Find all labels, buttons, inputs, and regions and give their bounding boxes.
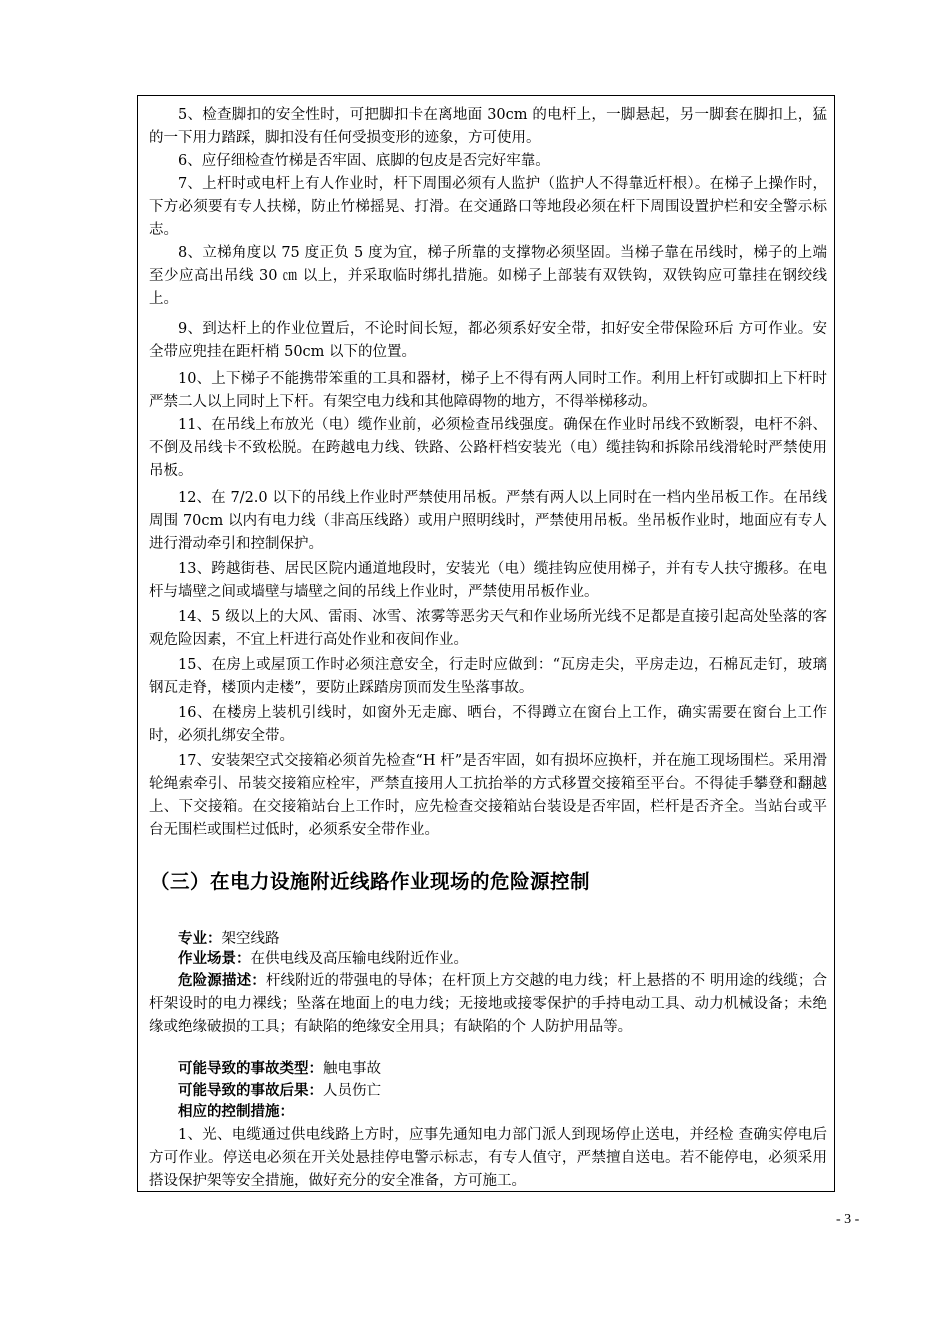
list-item: 7、上杆时或电杆上有人作业时，杆下周围必须有人监护（监护人不得靠近杆根）。在梯子上操作时，下方必须要有专人扶梯，防止竹梯摇晃、打滑。在交通路口等地段必须在杆下周围设置护栏和安全警示标志。 [149, 176, 827, 238]
consequence-line [149, 1080, 827, 1103]
measures-line [149, 1101, 827, 1124]
list-item: 12、在 7/2.0 以下的吊线上作业时严禁使用吊板。严禁有两人以上同时在一档内坐吊板工作。在吊线周围 70cm 以内有电力线（非高压线路）或用户照明线时，严禁使用吊板。坐吊板作业时，地面应有专人进行滑动牵引和控制保护。 [149, 490, 827, 552]
measures-label: 相应的控制措施： [178, 1104, 294, 1120]
list-item: 5、检查脚扣的安全性时，可把脚扣卡在离地面 30cm 的电杆上，一脚悬起，另一脚套在脚扣上，猛的一下用力踏踩，脚扣没有任何受损变形的迹象，方可使用。 [149, 107, 827, 146]
section-heading: （三）在电力设施附近线路作业现场的危险源控制 [150, 870, 591, 893]
consequence-label: 可能导致的事故后果： [178, 1083, 323, 1099]
list-item: 10、上下梯子不能携带笨重的工具和器材，梯子上不得有两人同时工作。利用上杆钉或脚扣上下杆时严禁二人以上同时上下杆。有架空电力线和其他障碍物的地方，不得举梯移动。 [149, 371, 827, 410]
scene-label: 作业场景： [178, 951, 251, 967]
specialty-value: 架空线路 [221, 931, 280, 947]
list-item: 9、到达杆上的作业位置后，不论时间长短，都必须系好安全带，扣好安全带保险环后 方可作业。安全带应兜挂在距杆梢 50cm 以下的位置。 [149, 321, 827, 360]
page-number: - 3 - [836, 1212, 860, 1227]
hazard-value: 杆线附近的带强电的导体；在杆顶上方交越的电力线；杆上悬搭的不 明用途的线缆；合杆架设时的电力裸线；坠落在地面上的电力线；无接地或接零保护的手持电动工具、动力机械设备；未绝缘或绝缘破损的工具；有缺陷的绝缘安全用具；有缺陷的个 人防护用品等。 [149, 973, 827, 1035]
hazard-line [149, 970, 827, 1039]
list-item: 14、5 级以上的大风、雷雨、冰雪、浓雾等恶劣天气和作业场所光线不足都是直接引起高处坠落的客观危险因素，不宜上杆进行高处作业和夜间作业。 [149, 609, 828, 648]
list-item: 11、在吊线上布放光（电）缆作业前，必须检查吊线强度。确保在作业时吊线不致断裂，电杆不斜、不倒及吊线卡不致松脱。在跨越电力线、铁路、公路杆档安装光（电）缆挂钩和拆除吊线滑轮时严禁使用吊板。 [149, 417, 827, 479]
list-item: 8、立梯角度以 75 度正负 5 度为宜，梯子所靠的支撑物必须坚固。当梯子靠在吊线时，梯子的上端至少应高出吊线 30 ㎝ 以上，并采取临时绑扎措施。如梯子上部装有双铁钩，双铁钩应可靠挂在钢绞线上。 [149, 245, 827, 307]
specialty-label: 专业： [178, 931, 222, 947]
list-item: 17、安装架空式交接箱必须首先检查“H 杆”是否牢固，如有损坏应换杆，并在施工现场围栏。采用滑轮绳索牵引、吊装交接箱应栓牢，严禁直接用人工抗抬举的方式移置交接箱至平台。不得徒手攀登和翻越上、下交接箱。在交接箱站台上工作时，应先检查交接箱站台装设是否牢固，栏杆是否齐全。当站台或平台无围栏或围栏过低时，必须系安全带作业。 [149, 753, 827, 838]
list-item: 13、跨越街巷、居民区院内通道地段时，安装光（电）缆挂钩应使用梯子，并有专人扶守搬移。在电杆与墙壁之间或墙壁与墙壁之间的吊线上作业时，严禁使用吊板作业。 [149, 561, 827, 600]
consequence-value: 人员伤亡 [323, 1083, 381, 1099]
list-item: 15、在房上或屋顶工作时必须注意安全，行走时应做到：“瓦房走尖，平房走边，石棉瓦走钉，玻璃钢瓦走脊，楼顶内走楼”，要防止踩踏房顶而发生坠落事故。 [149, 657, 827, 696]
scene-value: 在供电线及高压输电线附近作业。 [250, 951, 468, 967]
accident-type-value: 触电事故 [323, 1061, 381, 1077]
scene-line [149, 948, 827, 971]
hazard-label: 危险源描述： [178, 973, 266, 989]
measure-item: 1、光、电缆通过供电线路上方时，应事先通知电力部门派人到现场停止送电，并经检 查确实停电后方可作业。停送电必须在开关处悬挂停电警示标志，有专人值守，严禁擅自送电。若不能停电，必须采用搭设保护架等安全措施，做好充分的安全准备，方可施工。 [149, 1127, 827, 1189]
accident-type-line [149, 1058, 827, 1081]
list-item: 16、在楼房上装机引线时，如窗外无走廊、晒台，不得蹲立在窗台上工作，确实需要在窗台上工作时，必须扎绑安全带。 [149, 705, 827, 744]
accident-type-label: 可能导致的事故类型： [178, 1061, 323, 1077]
list-item: 6、应仔细检查竹梯是否牢固、底脚的包皮是否完好牢靠。 [178, 153, 550, 169]
